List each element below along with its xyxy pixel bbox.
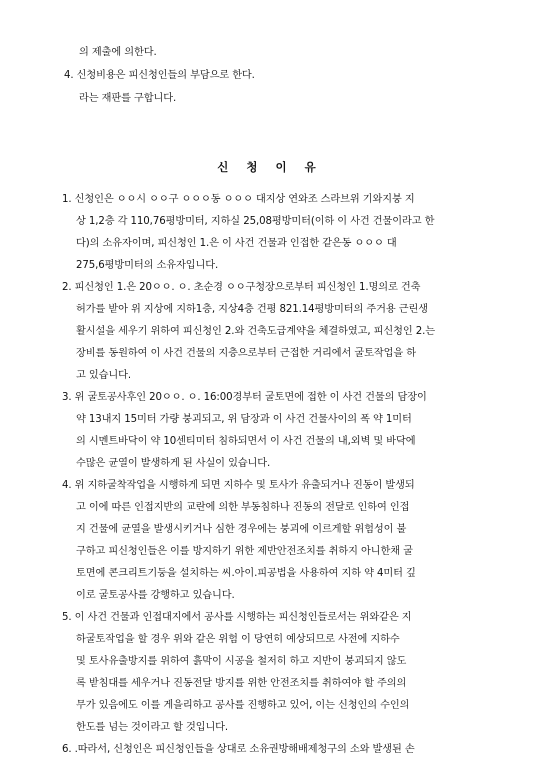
item-5-line-5: 무가 있음에도 이를 게을리하고 공사를 진행하고 있어, 이는 신청인의 수인의 — [76, 700, 410, 711]
item-3-line-3: 의 시멘트바닥이 약 10센티미터 침하되면서 이 사건 건물의 내,외벽 및 바닥에 — [76, 436, 416, 447]
item-2-line-3: 활시설을 세우기 위하여 피신청인 2.와 건축도급계약을 체결하였고, 피신청인 2.는 — [76, 326, 435, 337]
item-1-line-4: 275,6평방미터의 소유자입니다. — [76, 260, 219, 271]
item-4-line-1: 4. 위 지하굴착작업을 시행하게 되면 지하수 및 토사가 유출되거나 진동이 발생되 — [62, 480, 415, 491]
item-2-line-1: 2. 피신청인 1.은 20ㅇㅇ. ㅇ. 초순경 ㅇㅇ구청장으로부터 피신청인 1.명의로 건축 — [62, 282, 421, 293]
item-1-line-1: 1. 신청인은 ㅇㅇ시 ㅇㅇ구 ㅇㅇㅇ동 ㅇㅇㅇ 대지상 연와조 스라브위 기와지붕 지 — [62, 194, 415, 205]
item-1-line-3: 다)의 소유자이며, 피신청인 1.은 이 사건 건물과 인접한 같은동 ㅇㅇㅇ 대 — [76, 238, 397, 249]
item-5-line-6: 한도를 넘는 것이라고 할 것입니다. — [76, 722, 229, 733]
item-3-line-4: 수많은 균열이 발생하게 된 사실이 있습니다. — [76, 458, 271, 469]
item-2-line-4: 장비를 동원하여 이 사건 건물의 지층으로부터 근접한 거리에서 굴토작업을 하 — [76, 348, 416, 359]
item-4-line-4: 구하고 피신청인들은 이를 방지하기 위한 제반안전조치를 취하지 아니한채 굴 — [76, 546, 413, 557]
item-2-line-5: 고 있습니다. — [76, 370, 131, 381]
item-5-line-1: 5. 이 사건 건물과 인접대지에서 공사를 시행하는 피신청인들로서는 위와같은 지 — [62, 612, 412, 623]
item-5-line-4: 록 받침대를 세우거나 진동전달 방지를 위한 안전조치를 취하여야 할 주의의 — [76, 678, 407, 689]
item-5-line-3: 및 토사유출방지를 위하여 흙막이 시공을 철저히 하고 지반이 붕괴되지 않도 — [76, 656, 407, 667]
intro-line-2: 4. 신청비용은 피신청인들의 부담으로 한다. — [64, 70, 255, 81]
item-5-line-2: 하굴토작업을 할 경우 위와 같은 위험 이 당연히 예상되므로 사전에 지하수 — [76, 634, 400, 645]
item-3-line-1: 3. 위 굴토공사후인 20ㅇㅇ. ㅇ. 16:00경부터 굴토면에 접한 이 사건 건물의 담장이 — [62, 392, 427, 403]
item-6-line-1: 6. .따라서, 신청인은 피신청인들을 상대로 소유권방해배제청구의 소와 발생된 손 — [62, 744, 415, 755]
section-title: 신 청 이 유 — [217, 160, 323, 174]
item-3-line-2: 약 13내지 15미터 가량 붕괴되고, 위 담장과 이 사건 건물사이의 폭 약 1미터 — [76, 414, 412, 425]
item-2-line-2: 허가를 받아 위 지상에 지하1층, 지상4층 건평 821.14평방미터의 주거용 근린생 — [76, 304, 428, 315]
item-4-line-3: 지 건물에 균열을 발생시키거나 심한 경우에는 붕괴에 이르게할 위험성이 불 — [76, 524, 407, 535]
intro-line-3: 라는 재판를 구합니다. — [79, 93, 177, 104]
item-4-line-2: 고 이에 따른 인접지반의 교란에 의한 부동침하나 진동의 전달로 인하여 인접 — [76, 502, 410, 513]
item-1-line-2: 상 1,2층 각 110,76평방미터, 지하실 25,08평방미터(이하 이 사건 건물이라고 한 — [76, 216, 435, 227]
intro-line-1: 의 제출에 의한다. — [79, 47, 157, 58]
item-4-line-5: 토면에 콘크리트기둥을 설치하는 씨.아이.피공법을 사용하여 지하 약 4미터 깊 — [76, 568, 416, 579]
item-4-line-6: 이로 굴토공사를 강행하고 있습니다. — [76, 590, 235, 601]
